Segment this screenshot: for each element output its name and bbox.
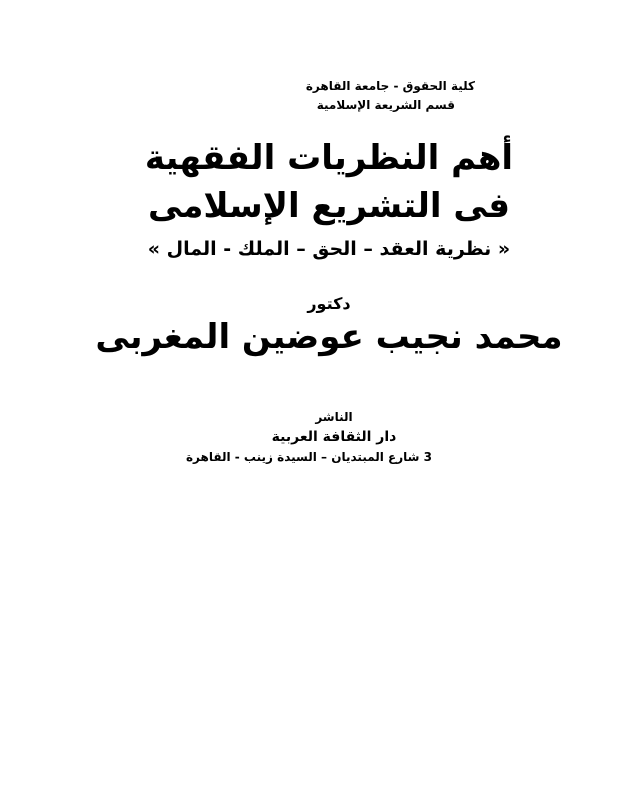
publisher-name: دار الثقافة العربية [271,429,397,445]
author-name: محمد نجيب عوضين المغربى [95,317,563,357]
author-title-label: دكتور [307,294,351,313]
publisher-label: الناشر [315,410,353,424]
book-title-line-1: أهم النظريات الفقهية [144,138,514,178]
department-line: قسم الشريعة الإسلامية [316,98,455,112]
faculty-line: كلية الحقوق - جامعة القاهرة [305,79,475,93]
publisher-address: 3 شارع المبتديان – السيدة زينب - القاهرة [185,450,433,464]
book-subtitle: « نظرية العقد – الحق – الملك - المال » [147,238,511,260]
book-title-line-2: فى التشريع الإسلامى [147,186,511,226]
